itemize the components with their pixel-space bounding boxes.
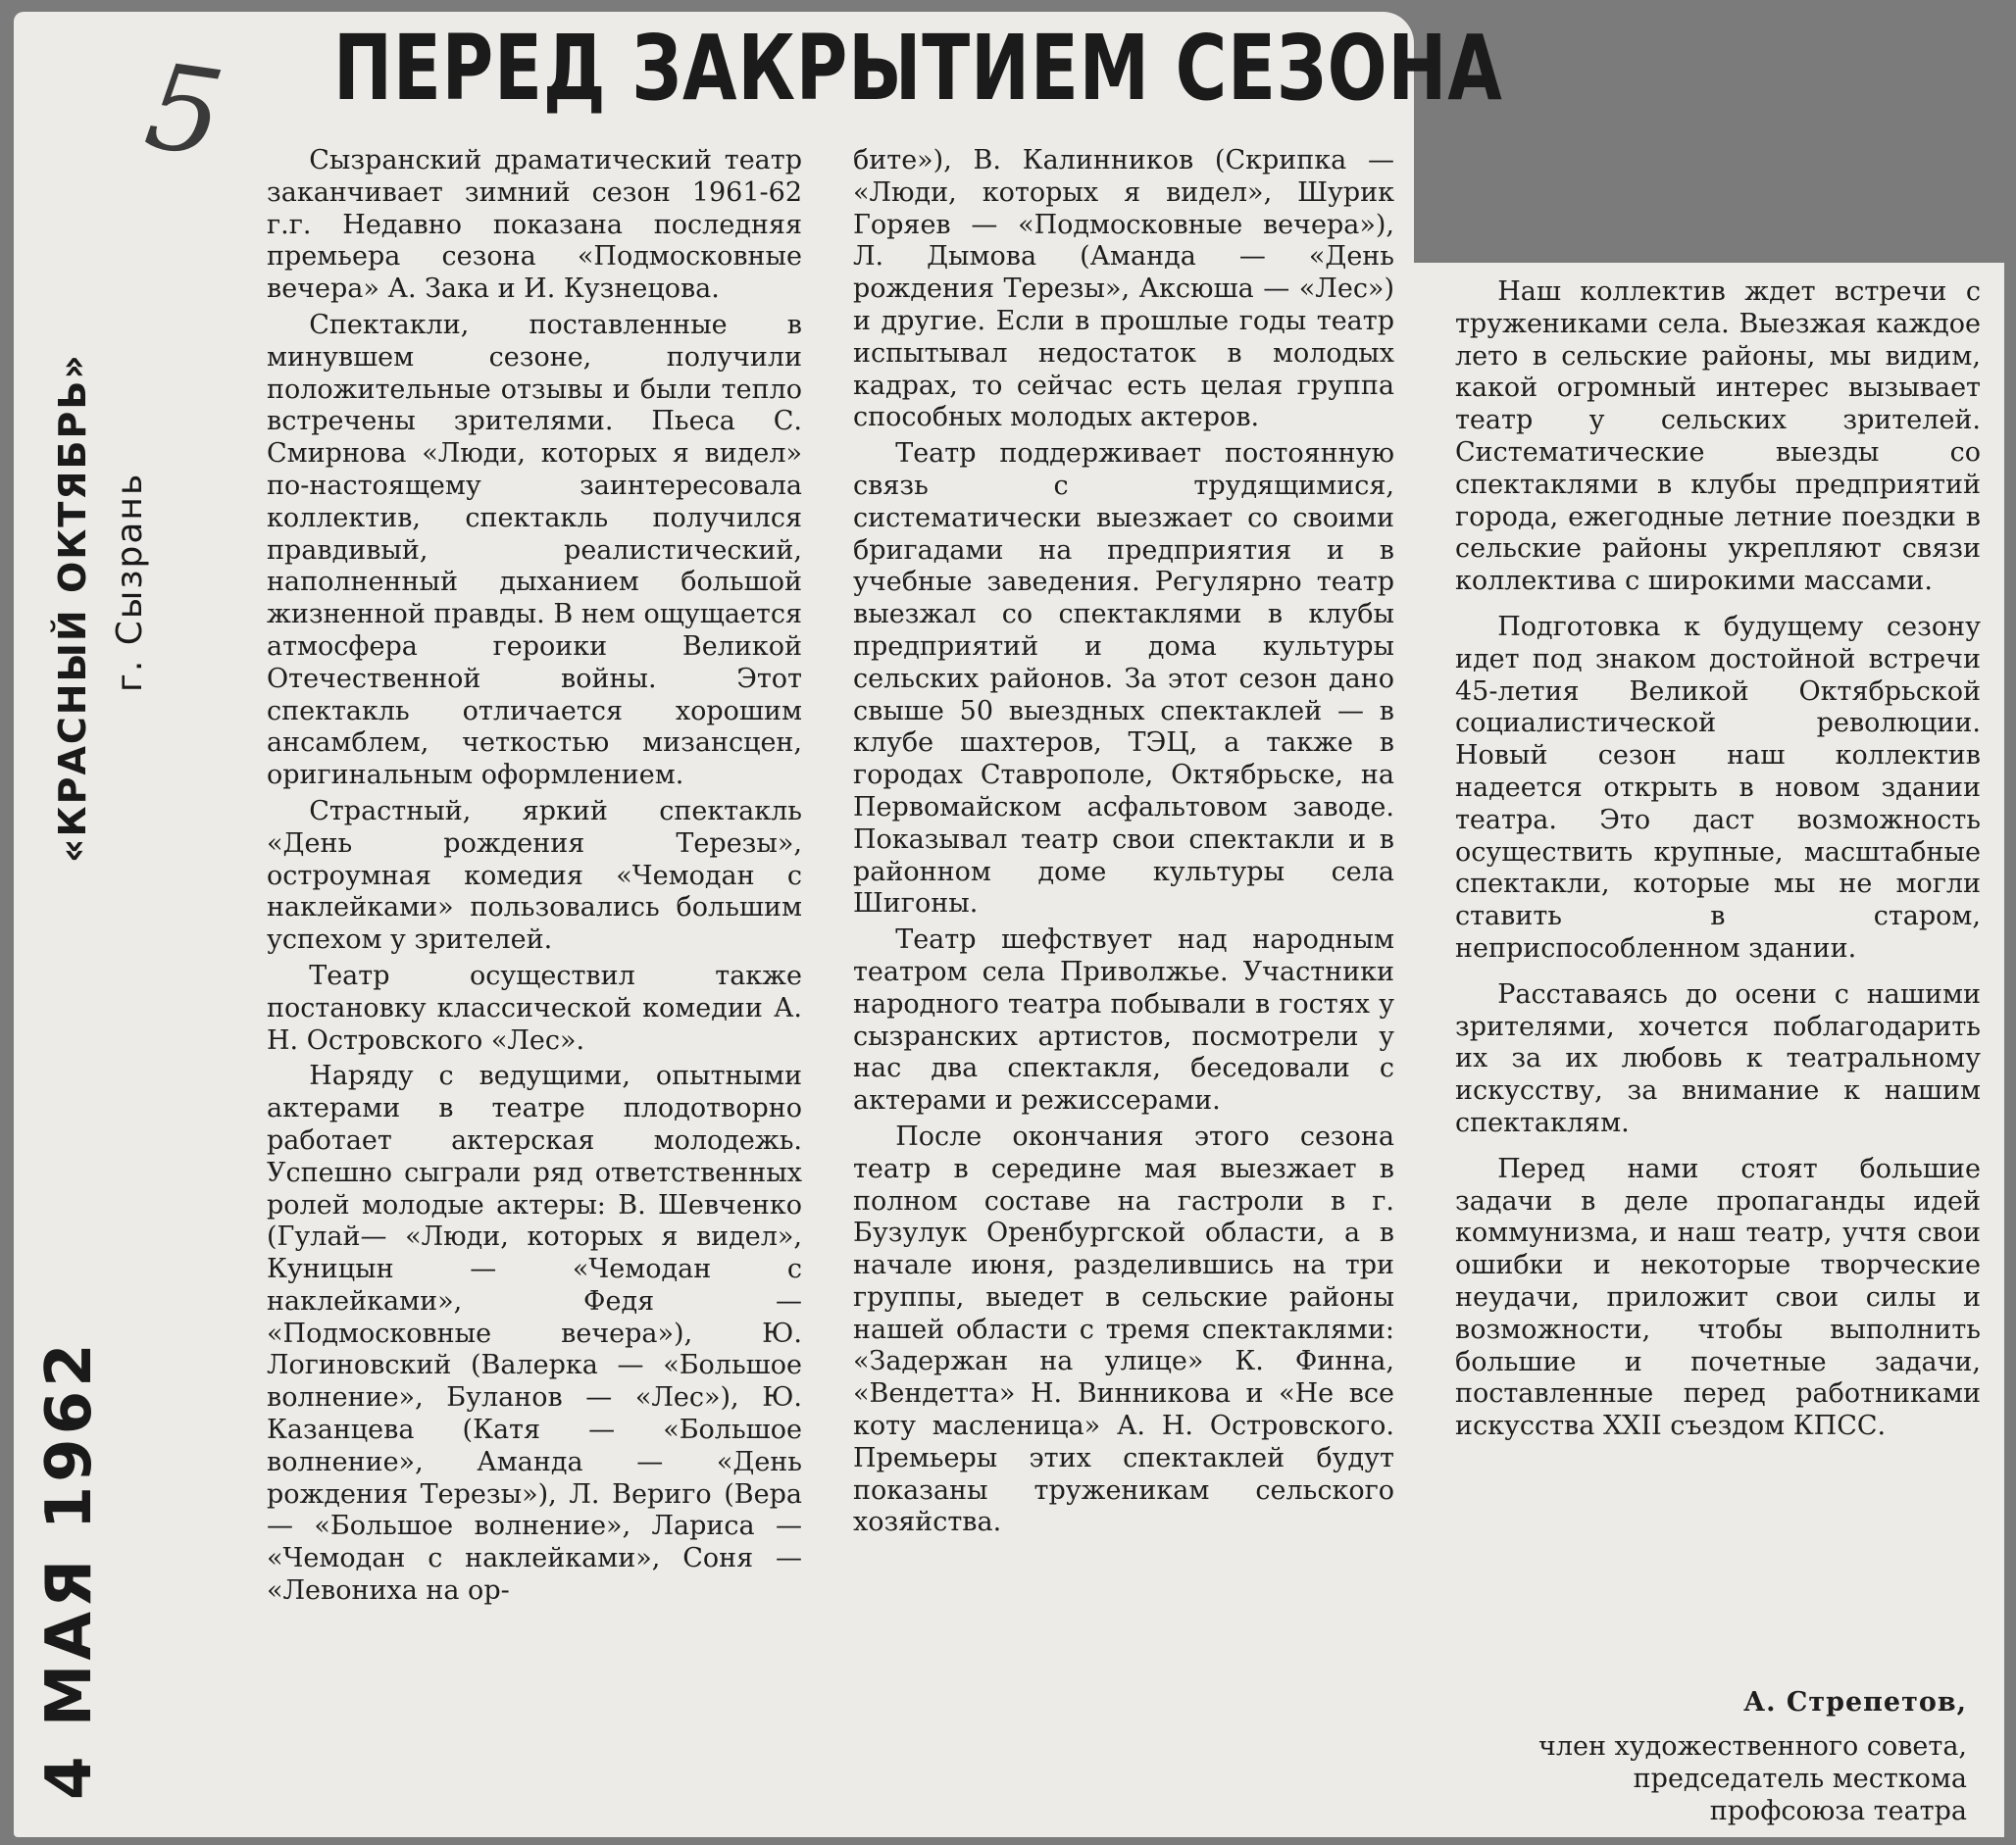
source-date-stamp: 4 МАЯ 1962 bbox=[33, 1339, 106, 1800]
signature-author: А. Стрепетов, bbox=[1743, 1687, 1967, 1718]
paragraph: бите»), В. Калинников (Скрипка — «Люди, которых я видел», Шурик Горяев — «Подмосковные вечера»), Л. Дымова (Аманда — «День рождения Терезы», Аксюша — «Лес») и другие. Если в прошлые годы театр испытывал недостаток в молодых кадрах, то сейчас есть целая группа способных молодых актеров. bbox=[853, 145, 1394, 433]
source-city-stamp: г. Сызрань bbox=[110, 472, 150, 692]
paragraph: Расставаясь до осени с нашими зрителями, хочется поблагодарить их за их любовь к театральному искусству, за внимание к нашим спектаклям. bbox=[1455, 978, 1981, 1138]
handwritten-page-number: 5 bbox=[137, 38, 231, 184]
paragraph: Спектакли, поставленные в минувшем сезоне, получили положительные отзывы и были тепло встречены зрителями. Пьеса С. Смирнова «Люди, которых я видел» по-настоящему заинтересовала коллектив, спектакль получился правдивый, реалистический, наполненный дыханием большой жизненной правды. В нем ощущается атмосфера героики Великой Отечественной войны. Этот спектакль отличается хорошим ансамблем, четкостью мизансцен, оригинальным оформлением. bbox=[267, 309, 802, 791]
source-newspaper-stamp: «КРАСНЫЙ ОКТЯБРЬ» bbox=[51, 353, 94, 863]
article-column-3 bbox=[1455, 276, 1981, 1443]
paragraph: Подготовка к будущему сезону идет под знаком достойной встречи 45-летия Великой Октябрьской социалистической революции. Новый сезон наш коллектив надеется открыть в новом здании театра. Это даст возможность осуществить крупные, масштабные спектакли, которые мы не могли ставить в старом, неприспособленном здании. bbox=[1455, 611, 1981, 964]
paragraph: Сызранский драматический театр заканчивает зимний сезон 1961-62 г.г. Недавно показана последняя премьера сезона «Подмосковные вечера» А. Зака и И. Кузнецова. bbox=[267, 145, 802, 305]
article-column-2 bbox=[853, 145, 1394, 1539]
signature-title-line-2: председатель месткома bbox=[1633, 1764, 1967, 1794]
paragraph: Театр шефствует над народным театром села Приволжье. Участники народного театра побывали в гостях у сызранских артистов, посмотрели у нас два спектакля, беседовали с актерами и режиссерами. bbox=[853, 924, 1394, 1117]
paragraph: После окончания этого сезона театр в середине мая выезжает в полном составе на гастроли в г. Бузулук Оренбургской области, а в начале июня, разделившись на три группы, выедет в сельские районы нашей области с тремя спектаклями: «Задержан на улице» К. Финна, «Вендетта» Н. Винникова и «Не все коту масленица» А. Н. Островского. Премьеры этих спектаклей будут показаны труженикам сельского хозяйства. bbox=[853, 1121, 1394, 1538]
paragraph: Театр осуществил также постановку классической комедии А. Н. Островского «Лес». bbox=[267, 960, 802, 1056]
paragraph: Страстный, яркий спектакль «День рождения Терезы», остроумная комедия «Чемодан с наклейками» пользовались большим успехом у зрителей. bbox=[267, 795, 802, 956]
signature-title-line-1: член художественного совета, bbox=[1537, 1731, 1967, 1762]
paragraph: Наш коллектив ждет встречи с тружениками села. Выезжая каждое лето в сельские районы, мы видим, какой огромный интерес вызывает театр у сельских зрителей. Систематические выезды со спектаклями в клубы предприятий города, ежегодные летние поездки в сельские районы укрепляют связи коллектива с широкими массами. bbox=[1455, 276, 1981, 597]
paragraph: Театр поддерживает постоянную связь с трудящимися, систематически выезжает со своими бригадами на предприятия и в учебные заведения. Регулярно театр выезжал со спектаклями в клубы предприятий и дома культуры сельских районов. За этот сезон дано свыше 50 выездных спектаклей — в клубе шахтеров, ТЭЦ, а также в городах Ставрополе, Октябрьске, на Первомайском асфальтовом заводе. Показывал театр свои спектакли и в районном доме культуры села Шигоны. bbox=[853, 438, 1394, 920]
article-headline: ПЕРЕД ЗАКРЫТИЕМ СЕЗОНА bbox=[333, 16, 1503, 121]
signature-title-line-3: профсоюза театра bbox=[1709, 1796, 1967, 1826]
article-column-1 bbox=[267, 145, 802, 1608]
article-signature bbox=[1455, 1686, 1967, 1827]
paragraph: Перед нами стоят большие задачи в деле пропаганды идей коммунизма, и наш театр, учтя свои ошибки и некоторые творческие неудачи, приложит свои силы и возможности, чтобы выполнить большие и почетные задачи, поставленные перед работниками искусства XXII съездом КПСС. bbox=[1455, 1153, 1981, 1442]
paragraph: Наряду с ведущими, опытными актерами в театре плодотворно работает актерская молодежь. Успешно сыграли ряд ответственных ролей молодые актеры: В. Шевченко (Гулай— «Люди, которых я видел», Куницын — «Чемодан с наклейками», Федя — «Подмосковные вечера»), Ю. Логиновский (Валерка — «Большое волнение», Буланов — «Лес»), Ю. Казанцева (Катя — «Большое волнение», Аманда — «День рождения Терезы»), Л. Вериго (Вера — «Большое волнение», Лариса — «Чемодан с наклейками», Соня — «Левониха на ор- bbox=[267, 1061, 802, 1607]
